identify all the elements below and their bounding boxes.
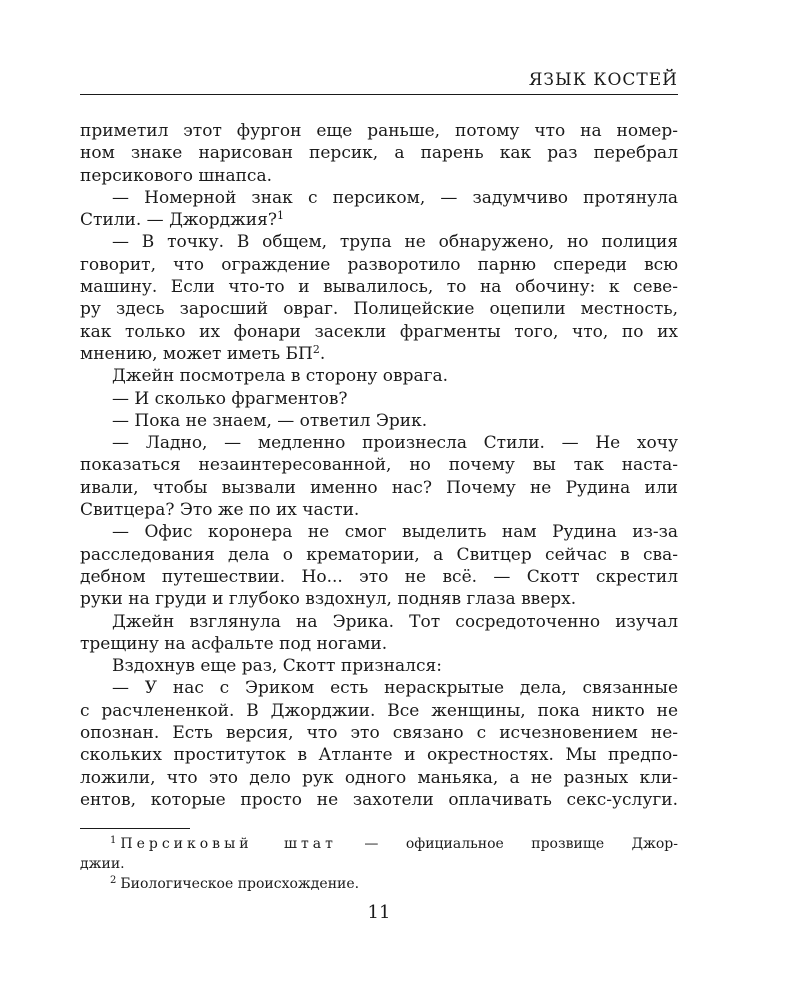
- text-line: — Офис коронера не смог выделить нам Рудина из-за: [112, 522, 678, 543]
- footnote-number: 1: [110, 835, 117, 846]
- text-line: трещину на асфальте под ногами.: [80, 633, 388, 654]
- text-line: мнению, может иметь $БП^2$.: [80, 342, 326, 364]
- footnote-2: $^2$ Биологическое происхождение.: [110, 875, 360, 892]
- book-page: [80, 64, 678, 964]
- text-line: — Ладно, — медленно произнесла Стили. — Не хочу: [112, 433, 678, 454]
- text-line: дебном путешествии. Но... это не всё. — Скотт скрестил: [80, 566, 678, 587]
- text-line: Джейн взглянула на Эрика. Тот сосредоточенно изучал: [112, 611, 678, 632]
- text-line: приметил этот фургон еще раньше, потому что на номер-: [80, 121, 678, 141]
- text-line: Свитцера? Это же по их части.: [80, 500, 360, 521]
- text-line: — Номерной знак с персиком, — задумчиво протянула: [112, 187, 678, 208]
- footnote-1-continuation: джии.: [80, 856, 125, 872]
- body-text: [80, 120, 678, 811]
- text-line: — Пока не знаем, — ответил Эрик.: [112, 410, 428, 431]
- text-line: расследования дела о крематории, а Свитцер сейчас в сва-: [80, 544, 678, 565]
- text-line: — У нас с Эриком есть нераскрытые дела, связанные: [112, 678, 678, 699]
- text-line: как только их фонари засекли фрагменты того, что, по их: [80, 321, 678, 342]
- footnote-number: 2: [110, 875, 117, 886]
- text-line: ентов, которые просто не захотели оплачивать секс-услуги.: [80, 789, 678, 810]
- text-line: ложили, что это дело рук одного маньяка, а не разных кли-: [80, 767, 678, 788]
- running-head: [80, 64, 678, 95]
- text-line: говорит, что ограждение разворотило парню спереди всю: [80, 254, 678, 275]
- text-line: машину. Если что-то и вывалилось, то на обочину: к севе-: [80, 277, 678, 298]
- text-line: Джейн посмотрела в сторону оврага.: [112, 366, 449, 387]
- footnote-ref-2: 2: [312, 342, 320, 356]
- text-line: ру здесь заросший овраг. Полицейские оцепили местность,: [80, 299, 678, 320]
- footnote-ref-1: 1: [276, 209, 284, 223]
- text-line: — В точку. В общем, трупа не обнаружено, но полиция: [112, 232, 678, 253]
- text-line: с расчлененкой. В Джорджии. Все женщины, пока никто не: [80, 700, 678, 721]
- text-line: опознан. Есть версия, что это связано с исчезновением не-: [80, 723, 678, 744]
- page-number: 11: [367, 902, 391, 923]
- footnote-1: $^1$ Персиковый штат — официальное прозвище Джор-: [110, 835, 679, 852]
- text-line: — И сколько фрагментов?: [112, 388, 348, 409]
- footnotes: [80, 834, 678, 894]
- running-title: ЯЗЫК КОСТЕЙ: [528, 70, 678, 90]
- footnote-term: Персиковый штат: [120, 836, 337, 852]
- footnote-divider: [80, 828, 190, 829]
- text-line: Вздохнув еще раз, Скотт признался:: [112, 656, 442, 677]
- text-line: скольких проституток в Атланте и окрестностях. Мы предпо-: [80, 745, 678, 766]
- text-line: показаться незаинтересованной, но почему вы так наста-: [80, 455, 678, 476]
- text-line: ивали, чтобы вызвали именно нас? Почему не Рудина или: [80, 477, 678, 498]
- text-line: ном знаке нарисован персик, а парень как раз перебрал: [80, 143, 678, 164]
- text-line: Стили. — Джорджия?$^1$: [80, 209, 284, 231]
- text-line: руки на груди и глубоко вздохнул, подняв глаза вверх.: [80, 589, 577, 610]
- text-line: персикового шнапса.: [80, 165, 272, 186]
